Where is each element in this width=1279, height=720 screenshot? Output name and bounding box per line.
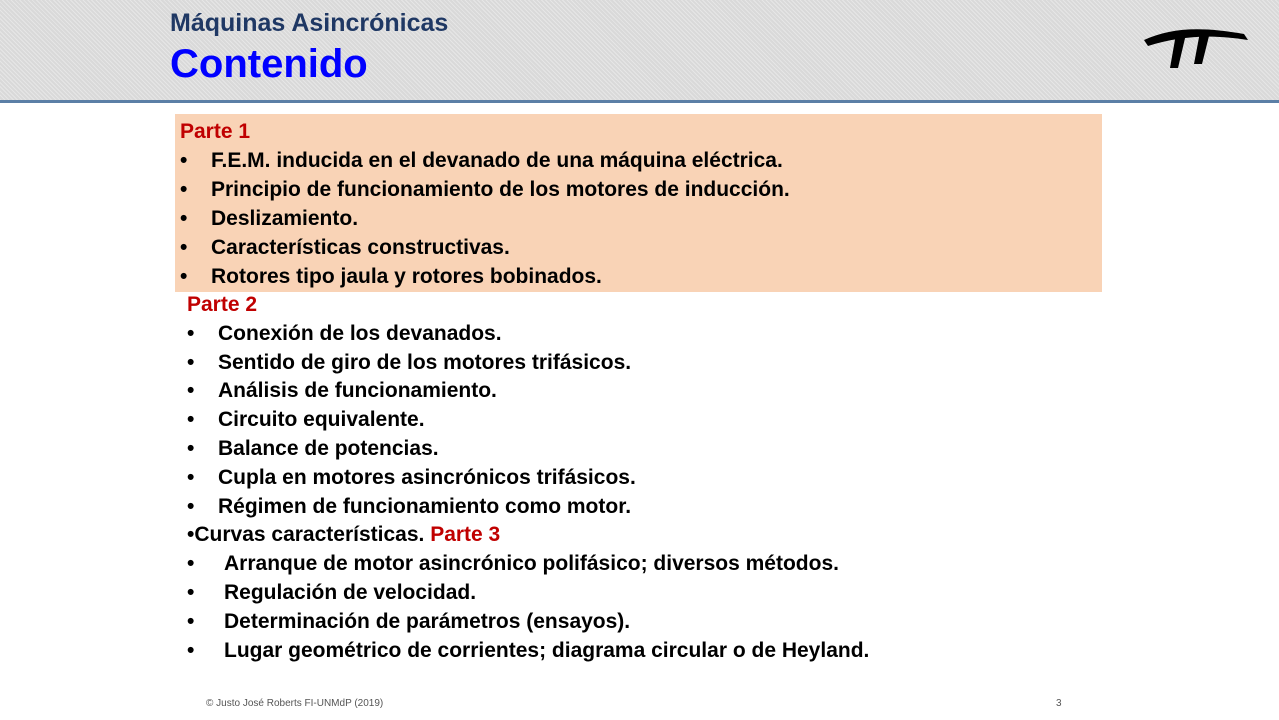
part1-item: Características constructivas. — [211, 236, 510, 259]
part1-item: F.E.M. inducida en el devanado de una máquina eléctrica. — [211, 149, 783, 172]
part3-item: Lugar geométrico de corrientes; diagrama circular o de Heyland. — [224, 639, 870, 662]
part2-item: Circuito equivalente. — [218, 408, 425, 431]
slide-title: Contenido — [170, 42, 368, 86]
university-logo-icon — [1140, 14, 1252, 74]
bullet-icon: • — [180, 149, 188, 172]
bullet-icon: • — [187, 466, 195, 489]
bullet-icon: • — [180, 236, 188, 259]
bullet-icon: • — [180, 207, 188, 230]
bullet-icon: • — [187, 581, 195, 604]
bullet-icon: • — [187, 351, 195, 374]
part3-heading: Parte 3 — [430, 523, 501, 546]
part2-last-line — [187, 522, 500, 548]
bullet-icon: • — [187, 552, 195, 575]
bullet-icon: • — [187, 610, 195, 633]
bullet-icon: • — [187, 379, 195, 402]
part2-item: Cupla en motores asincrónicos trifásicos. — [218, 466, 636, 489]
bullet-icon: • — [187, 639, 195, 662]
header-divider — [0, 100, 1279, 103]
part1-item: Principio de funcionamiento de los motores de inducción. — [211, 178, 790, 201]
bullet-icon: • — [187, 437, 195, 460]
part2-heading: Parte 2 — [187, 293, 258, 316]
footer-copyright: © Justo José Roberts FI-UNMdP (2019) — [206, 698, 384, 709]
page-number: 3 — [1056, 698, 1062, 709]
part2-item: Conexión de los devanados. — [218, 322, 502, 345]
bullet-icon: • — [187, 495, 195, 518]
bullet-icon: • — [180, 178, 188, 201]
part1-item: Deslizamiento. — [211, 207, 359, 230]
part2-item: Balance de potencias. — [218, 437, 439, 460]
part3-item: Arranque de motor asincrónico polifásico; diversos métodos. — [224, 552, 839, 575]
part2-item: Sentido de giro de los motores trifásicos. — [218, 351, 632, 374]
part2-item: Régimen de funcionamiento como motor. — [218, 495, 632, 518]
part3-item: Determinación de parámetros (ensayos). — [224, 610, 631, 633]
bullet-icon: • — [187, 322, 195, 345]
part3-item: Regulación de velocidad. — [224, 581, 477, 604]
slide-subtitle: Máquinas Asincrónicas — [170, 9, 449, 37]
part1-heading: Parte 1 — [180, 120, 251, 143]
bullet-icon: • — [180, 265, 188, 288]
bullet-icon: • — [187, 408, 195, 431]
part1-item: Rotores tipo jaula y rotores bobinados. — [211, 265, 602, 288]
part2-item: Análisis de funcionamiento. — [218, 379, 497, 402]
part2-last-item: •Curvas características. — [187, 523, 425, 546]
